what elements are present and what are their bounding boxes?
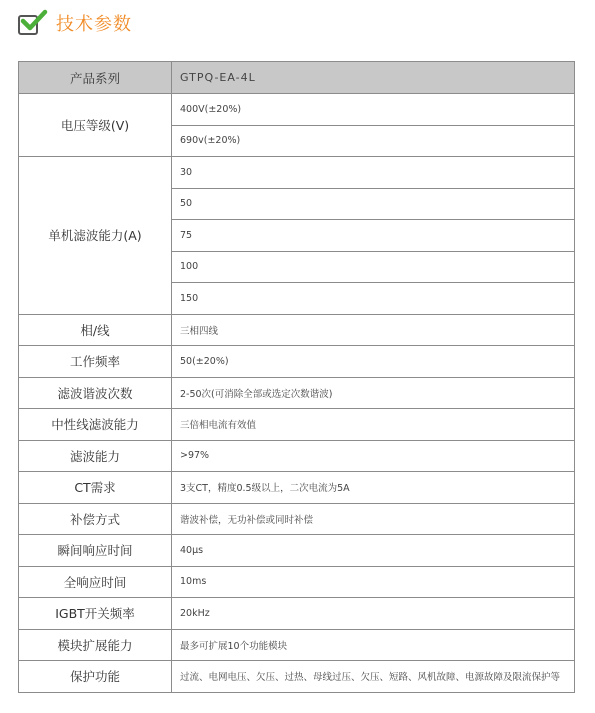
row-value: >97% (172, 440, 575, 472)
section-title: 技术参数 (56, 14, 132, 35)
table-row (19, 94, 575, 126)
capacity-value: 75 (172, 220, 575, 252)
table-row (19, 566, 575, 598)
capacity-value: 150 (172, 283, 575, 315)
table-row (19, 346, 575, 378)
row-value: 过流、电网电压、欠压、过热、母线过压、欠压、短路、风机故障、电源故障及限流保护等 (172, 661, 575, 693)
table-row (19, 629, 575, 661)
row-label: IGBT开关频率 (19, 598, 172, 630)
row-value: 三相四线 (172, 314, 575, 346)
voltage-label: 电压等级(V) (19, 94, 172, 157)
row-value: 最多可扩展10个功能模块 (172, 629, 575, 661)
capacity-label: 单机滤波能力(A) (19, 157, 172, 315)
row-label: 滤波能力 (19, 440, 172, 472)
capacity-value: 50 (172, 188, 575, 220)
table-row (19, 535, 575, 567)
row-label: 中性线滤波能力 (19, 409, 172, 441)
row-value: 10ms (172, 566, 575, 598)
row-value: 2-50次(可消除全部或选定次数谐波) (172, 377, 575, 409)
table-row (19, 440, 575, 472)
table-row (19, 503, 575, 535)
table-row (19, 157, 575, 189)
spec-table (18, 61, 575, 693)
section-header (18, 6, 132, 40)
table-row (19, 598, 575, 630)
row-label: 瞬间响应时间 (19, 535, 172, 567)
row-label: 补偿方式 (19, 503, 172, 535)
table-row (19, 409, 575, 441)
row-label: 相/线 (19, 314, 172, 346)
capacity-value: 100 (172, 251, 575, 283)
voltage-value: 400V(±20%) (172, 94, 575, 126)
row-label: 模块扩展能力 (19, 629, 172, 661)
row-value: 40μs (172, 535, 575, 567)
table-row (19, 661, 575, 693)
row-value: 谐波补偿，无功补偿或同时补偿 (172, 503, 575, 535)
capacity-value: 30 (172, 157, 575, 189)
row-value: 三倍相电流有效值 (172, 409, 575, 441)
table-row (19, 377, 575, 409)
voltage-value: 690v(±20%) (172, 125, 575, 157)
row-label: 滤波谐波次数 (19, 377, 172, 409)
checkbox-checked-icon (18, 9, 46, 37)
header-value: GTPQ-EA-4L (172, 62, 575, 94)
table-row (19, 314, 575, 346)
row-value: 50(±20%) (172, 346, 575, 378)
row-value: 20kHz (172, 598, 575, 630)
table-header-row (19, 62, 575, 94)
row-label: 保护功能 (19, 661, 172, 693)
header-label: 产品系列 (19, 62, 172, 94)
row-value: 3支CT，精度0.5级以上，二次电流为5A (172, 472, 575, 504)
row-label: 工作频率 (19, 346, 172, 378)
row-label: CT需求 (19, 472, 172, 504)
row-label: 全响应时间 (19, 566, 172, 598)
table-row (19, 472, 575, 504)
